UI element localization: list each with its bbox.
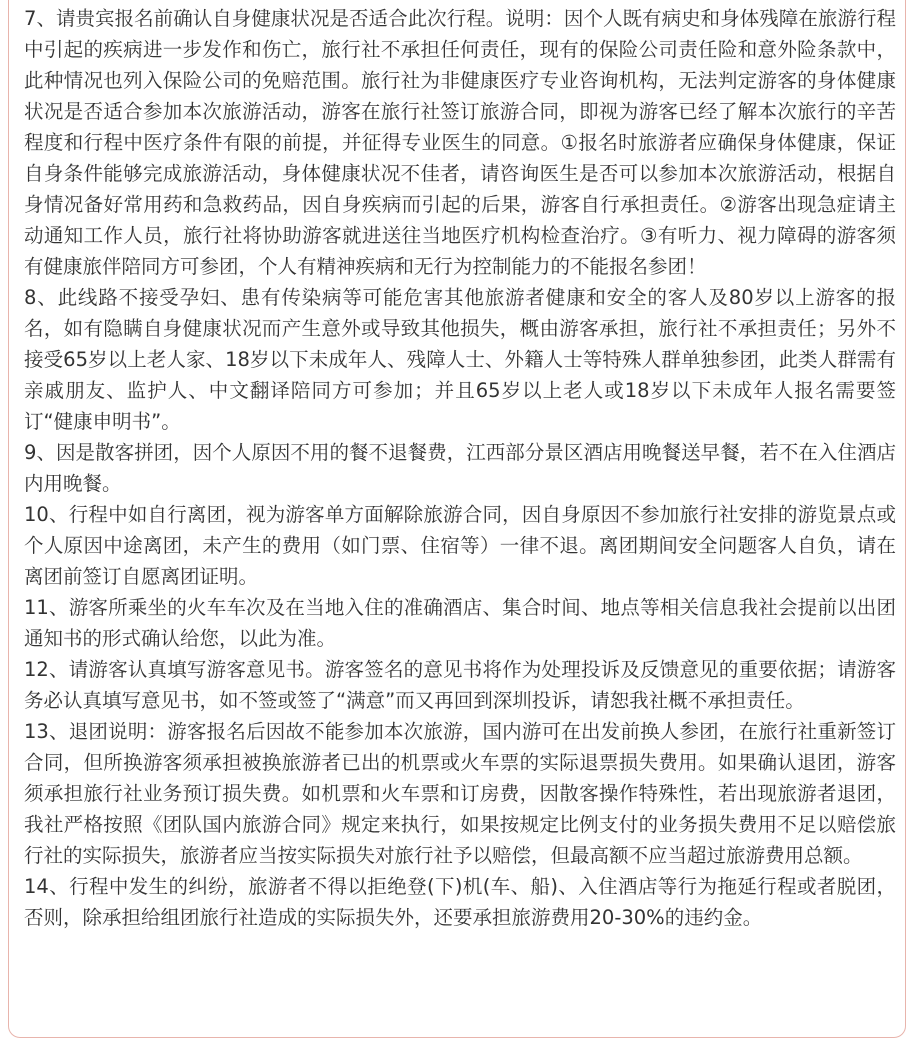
note-8: 8、此线路不接受孕妇、患有传染病等可能危害其他旅游者健康和安全的客人及80岁以上游客的报名，如有隐瞒自身健康状况而产生意外或导致其他损失，概由游客承担，旅行社不承担责任；另外不接受65岁以上老人家、18岁以下未成年人、残障人士、外籍人士等特殊人群单独参团，此类人群需有亲戚朋友、监护人、中文翻译陪同方可参加；并且65岁以上老人或18岁以下未成年人报名需要签订“健康申明书”。 <box>24 286 896 433</box>
note-11: 11、游客所乘坐的火车车次及在当地入住的准确酒店、集合时间、地点等相关信息我社会提前以出团通知书的形式确认给您，以此为准。 <box>24 596 896 650</box>
notes-content <box>24 3 896 933</box>
note-9: 9、因是散客拼团，因个人原因不用的餐不退餐费，江西部分景区酒店用晚餐送早餐，若不在入住酒店内用晚餐。 <box>24 441 896 495</box>
note-13: 13、退团说明：游客报名后因故不能参加本次旅游，国内游可在出发前换人参团，在旅行社重新签订合同，但所换游客须承担被换旅游者已出的机票或火车票的实际退票损失费用。如果确认退团，游客须承担旅行社业务预订损失费。如机票和火车票和订房费，因散客操作特殊性，若出现旅游者退团，我社严格按照《团队国内旅游合同》规定来执行，如果按规定比例支付的业务损失费用不足以赔偿旅行社的实际损失，旅游者应当按实际损失对旅行社予以赔偿，但最高额不应当超过旅游费用总额。 <box>24 720 896 867</box>
note-7: 7、请贵宾报名前确认自身健康状况是否适合此次行程。说明：因个人既有病史和身体残障在旅游行程中引起的疾病进一步发作和伤亡，旅行社不承担任何责任，现有的保险公司责任险和意外险条款中，此种情况也列入保险公司的免赔范围。旅行社为非健康医疗专业咨询机构，无法判定游客的身体健康状况是否适合参加本次旅游活动，游客在旅行社签订旅游合同，即视为游客已经了解本次旅行的辛苦程度和行程中医疗条件有限的前提，并征得专业医生的同意。①报名时旅游者应确保身体健康，保证自身条件能够完成旅游活动，身体健康状况不佳者，请咨询医生是否可以参加本次旅游活动，根据自身情况备好常用药和急救药品，因自身疾病而引起的后果，游客自行承担责任。②游客出现急症请主动通知工作人员，旅行社将协助游客就进送往当地医疗机构检查治疗。③有听力、视力障碍的游客须有健康旅伴陪同方可参团，个人有精神疾病和无行为控制能力的不能报名参团！ <box>24 7 896 278</box>
note-12: 12、请游客认真填写游客意见书。游客签名的意见书将作为处理投诉及反馈意见的重要依据；请游客务必认真填写意见书，如不签或签了“满意”而又再回到深圳投诉，请恕我社概不承担责任。 <box>24 658 896 712</box>
note-14: 14、行程中发生的纠纷，旅游者不得以拒绝登(下)机(车、船)、入住酒店等行为拖延行程或者脱团，否则，除承担给组团旅行社造成的实际损失外，还要承担旅游费用20-30%的违约金。 <box>24 875 896 929</box>
note-10: 10、行程中如自行离团，视为游客单方面解除旅游合同，因自身原因不参加旅行社安排的游览景点或个人原因中途离团，未产生的费用（如门票、住宿等）一律不退。离团期间安全问题客人自负，请在离团前签订自愿离团证明。 <box>24 503 896 588</box>
